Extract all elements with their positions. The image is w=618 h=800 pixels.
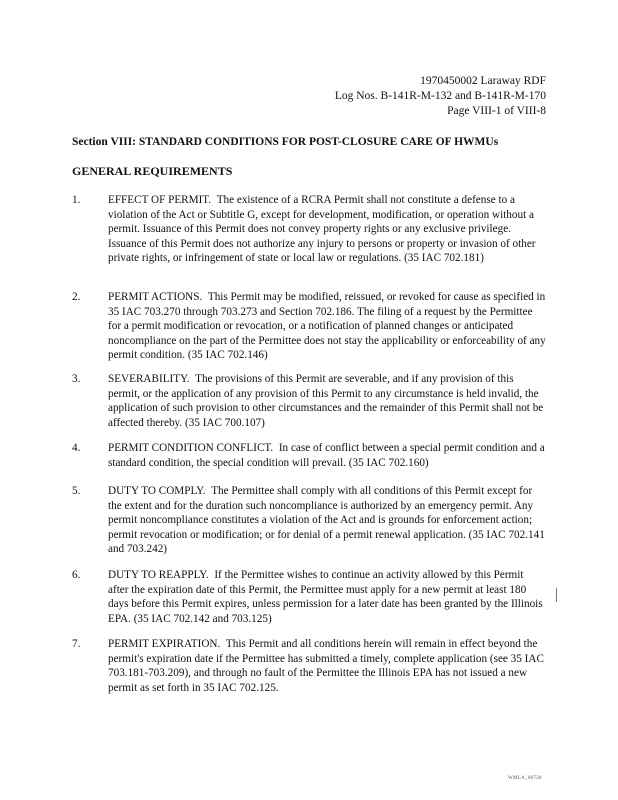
- item-number: 2.: [72, 291, 81, 303]
- bates-stamp: WMLA_00728: [508, 776, 542, 781]
- item-caption: DUTY TO REAPPLY.: [108, 569, 209, 581]
- item-body: [108, 484, 546, 557]
- requirement-item: [72, 290, 546, 363]
- item-text: This Permit may be modified, reissued, or revoked for cause as specified in 35 IAC 703.270 through 703.273 and Section 702.186. The filing of a request by the Permittee for a permit modification or revocation, or a notification of planned changes or anticipated noncompliance on the part of the Permittee does not stay the applicability or enforceability of any permit condition. (35 IAC 702.146): [108, 291, 546, 362]
- item-caption: PERMIT CONDITION CONFLICT.: [108, 442, 274, 454]
- item-text: This Permit and all conditions herein will remain in effect beyond the permit's expiration date if the Permittee has submitted a timely, complete application (see 35 IAC 703.181-703.209), and through no fault of the Permittee the Illinois EPA has not issued a new permit as set forth in 35 IAC 702.125.: [108, 638, 544, 694]
- item-body: [108, 193, 546, 266]
- item-number: 1.: [72, 194, 81, 206]
- item-text: The provisions of this Permit are severable, and if any provision of this permit, or the application of any provision of this Permit to any circumstance is held invalid, the application of such provision to other circumstances and the remainder of this Permit shall not be affected thereby. (35 IAC 700.107): [108, 373, 544, 429]
- item-text: The existence of a RCRA Permit shall not constitute a defense to a violation of the Act or Subtitle G, except for development, modification, or operation without a permit. Issuance of this Permit does not convey property rights or any exclusive privilege. Issuance of this Permit does not authorize any injury to persons or property or invasion of other private rights, or infringement of state or local law or regulations. (35 IAC 702.181): [108, 194, 536, 265]
- requirement-item: [72, 193, 546, 266]
- item-number: 3.: [72, 373, 81, 385]
- item-number: 4.: [72, 442, 81, 454]
- section-title: Section VIII: STANDARD CONDITIONS FOR POST-CLOSURE CARE OF HWMUs: [72, 136, 499, 148]
- header-log-numbers: Log Nos. B-141R-M-132 and B-141R-M-170: [334, 90, 546, 102]
- header-id-facility: 1970450002 Laraway RDF: [420, 75, 546, 87]
- header-page-number: Page VIII-1 of VIII-8: [447, 105, 546, 117]
- general-requirements-heading: GENERAL REQUIREMENTS: [72, 164, 233, 178]
- item-body: [108, 290, 546, 363]
- item-number: 7.: [72, 638, 81, 650]
- item-text: In case of conflict between a special permit condition and a standard condition, the special condition will prevail. (35 IAC 702.160): [108, 442, 545, 469]
- item-text: If the Permittee wishes to continue an activity allowed by this Permit after the expiration date of this Permit, the Permittee must apply for a new permit at least 180 days before this Permit expires, unless permission for a later date has been granted by the Illinois EPA. (35 IAC 702.142 and 703.125): [108, 569, 543, 625]
- requirement-item: [72, 372, 546, 430]
- margin-mark: [556, 588, 557, 602]
- requirement-item: [72, 568, 546, 626]
- requirement-item: [72, 441, 546, 470]
- requirement-item: [72, 637, 546, 695]
- item-number: 5.: [72, 485, 81, 497]
- item-caption: PERMIT EXPIRATION.: [108, 638, 221, 650]
- item-body: [108, 441, 546, 470]
- item-caption: SEVERABILITY.: [108, 373, 190, 385]
- requirement-item: [72, 484, 546, 557]
- item-caption: EFFECT OF PERMIT.: [108, 194, 212, 206]
- item-body: [108, 568, 546, 626]
- item-caption: PERMIT ACTIONS.: [108, 291, 203, 303]
- item-text: The Permittee shall comply with all conditions of this Permit except for the extent and for the duration such noncompliance is authorized by an emergency permit. Any permit noncompliance constitutes a violation of the Act and is grounds for enforcement action; permit revocation or modification; or for denial of a permit renewal application. (35 IAC 702.141 and 703.242): [108, 485, 545, 556]
- item-body: [108, 637, 546, 695]
- item-caption: DUTY TO COMPLY.: [108, 485, 206, 497]
- page-header: [335, 74, 546, 119]
- item-number: 6.: [72, 569, 81, 581]
- item-body: [108, 372, 546, 430]
